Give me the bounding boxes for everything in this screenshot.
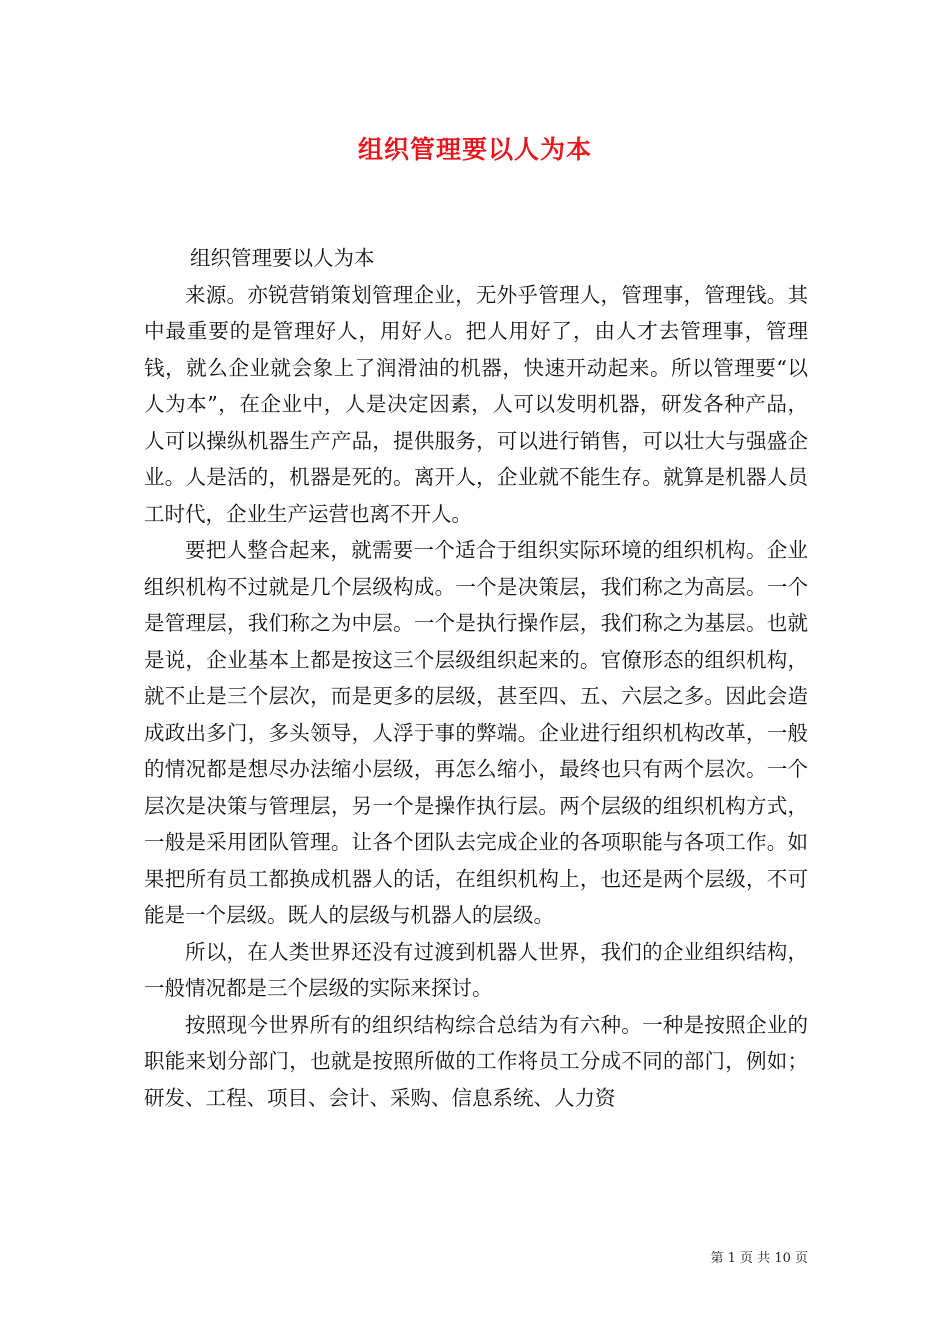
- paragraph-2: 要把人整合起来，就需要一个适合于组织实际环境的组织机构。企业组织机构不过就是几个层级构成。一个是决策层，我们称之为高层。一个是管理层，我们称之为中层。一个是执行操作层，我们称之为基层。也就是说，企业基本上都是按这三个层级组织起来的。官僚形态的组织机构，就不止是三个层次，而是更多的层级，甚至四、五、六层之多。因此会造成政出多门，多头领导，人浮于事的弊端。企业进行组织机构改革，一般的情况都是想尽办法缩小层级，再怎么缩小，最终也只有两个层次。一个层次是决策与管理层，另一个是操作执行层。两个层级的组织机构方式，一般是采用团队管理。让各个团队去完成企业的各项职能与各项工作。如果把所有员工都换成机器人的话，在组织机构上，也还是两个层级，不可能是一个层级。既人的层级与机器人的层级。: [144, 538, 808, 927]
- page-number-footer: 第 1 页 共 10 页: [710, 1251, 808, 1266]
- document-body: [144, 240, 808, 1116]
- document-subtitle: 组织管理要以人为本: [190, 246, 375, 270]
- paragraph-4: 按照现今世界所有的组织结构综合总结为有六种。一种是按照企业的职能来划分部门，也就是按照所做的工作将员工分成不同的部门，例如；研发、工程、项目、会计、采购、信息系统、人力资: [144, 1012, 808, 1110]
- paragraph-1: 来源。亦锐营销策划管理企业，无外乎管理人，管理事，管理钱。其中最重要的是管理好人，用好人。把人用好了，由人才去管理事，管理钱，就么企业就会象上了润滑油的机器，快速开动起来。所以管理要“以人为本”，在企业中，人是决定因素，人可以发明机器，研发各种产品，人可以操纵机器生产产品，提供服务，可以进行销售，可以壮大与强盛企业。人是活的，机器是死的。离开人，企业就不能生存。就算是机器人员工时代，企业生产运营也离不开人。: [144, 282, 808, 526]
- paragraph-3: 所以，在人类世界还没有过渡到机器人世界，我们的企业组织结构，一般情况都是三个层级的实际来探讨。: [144, 939, 808, 1000]
- document-title: 组织管理要以人为本: [357, 135, 592, 164]
